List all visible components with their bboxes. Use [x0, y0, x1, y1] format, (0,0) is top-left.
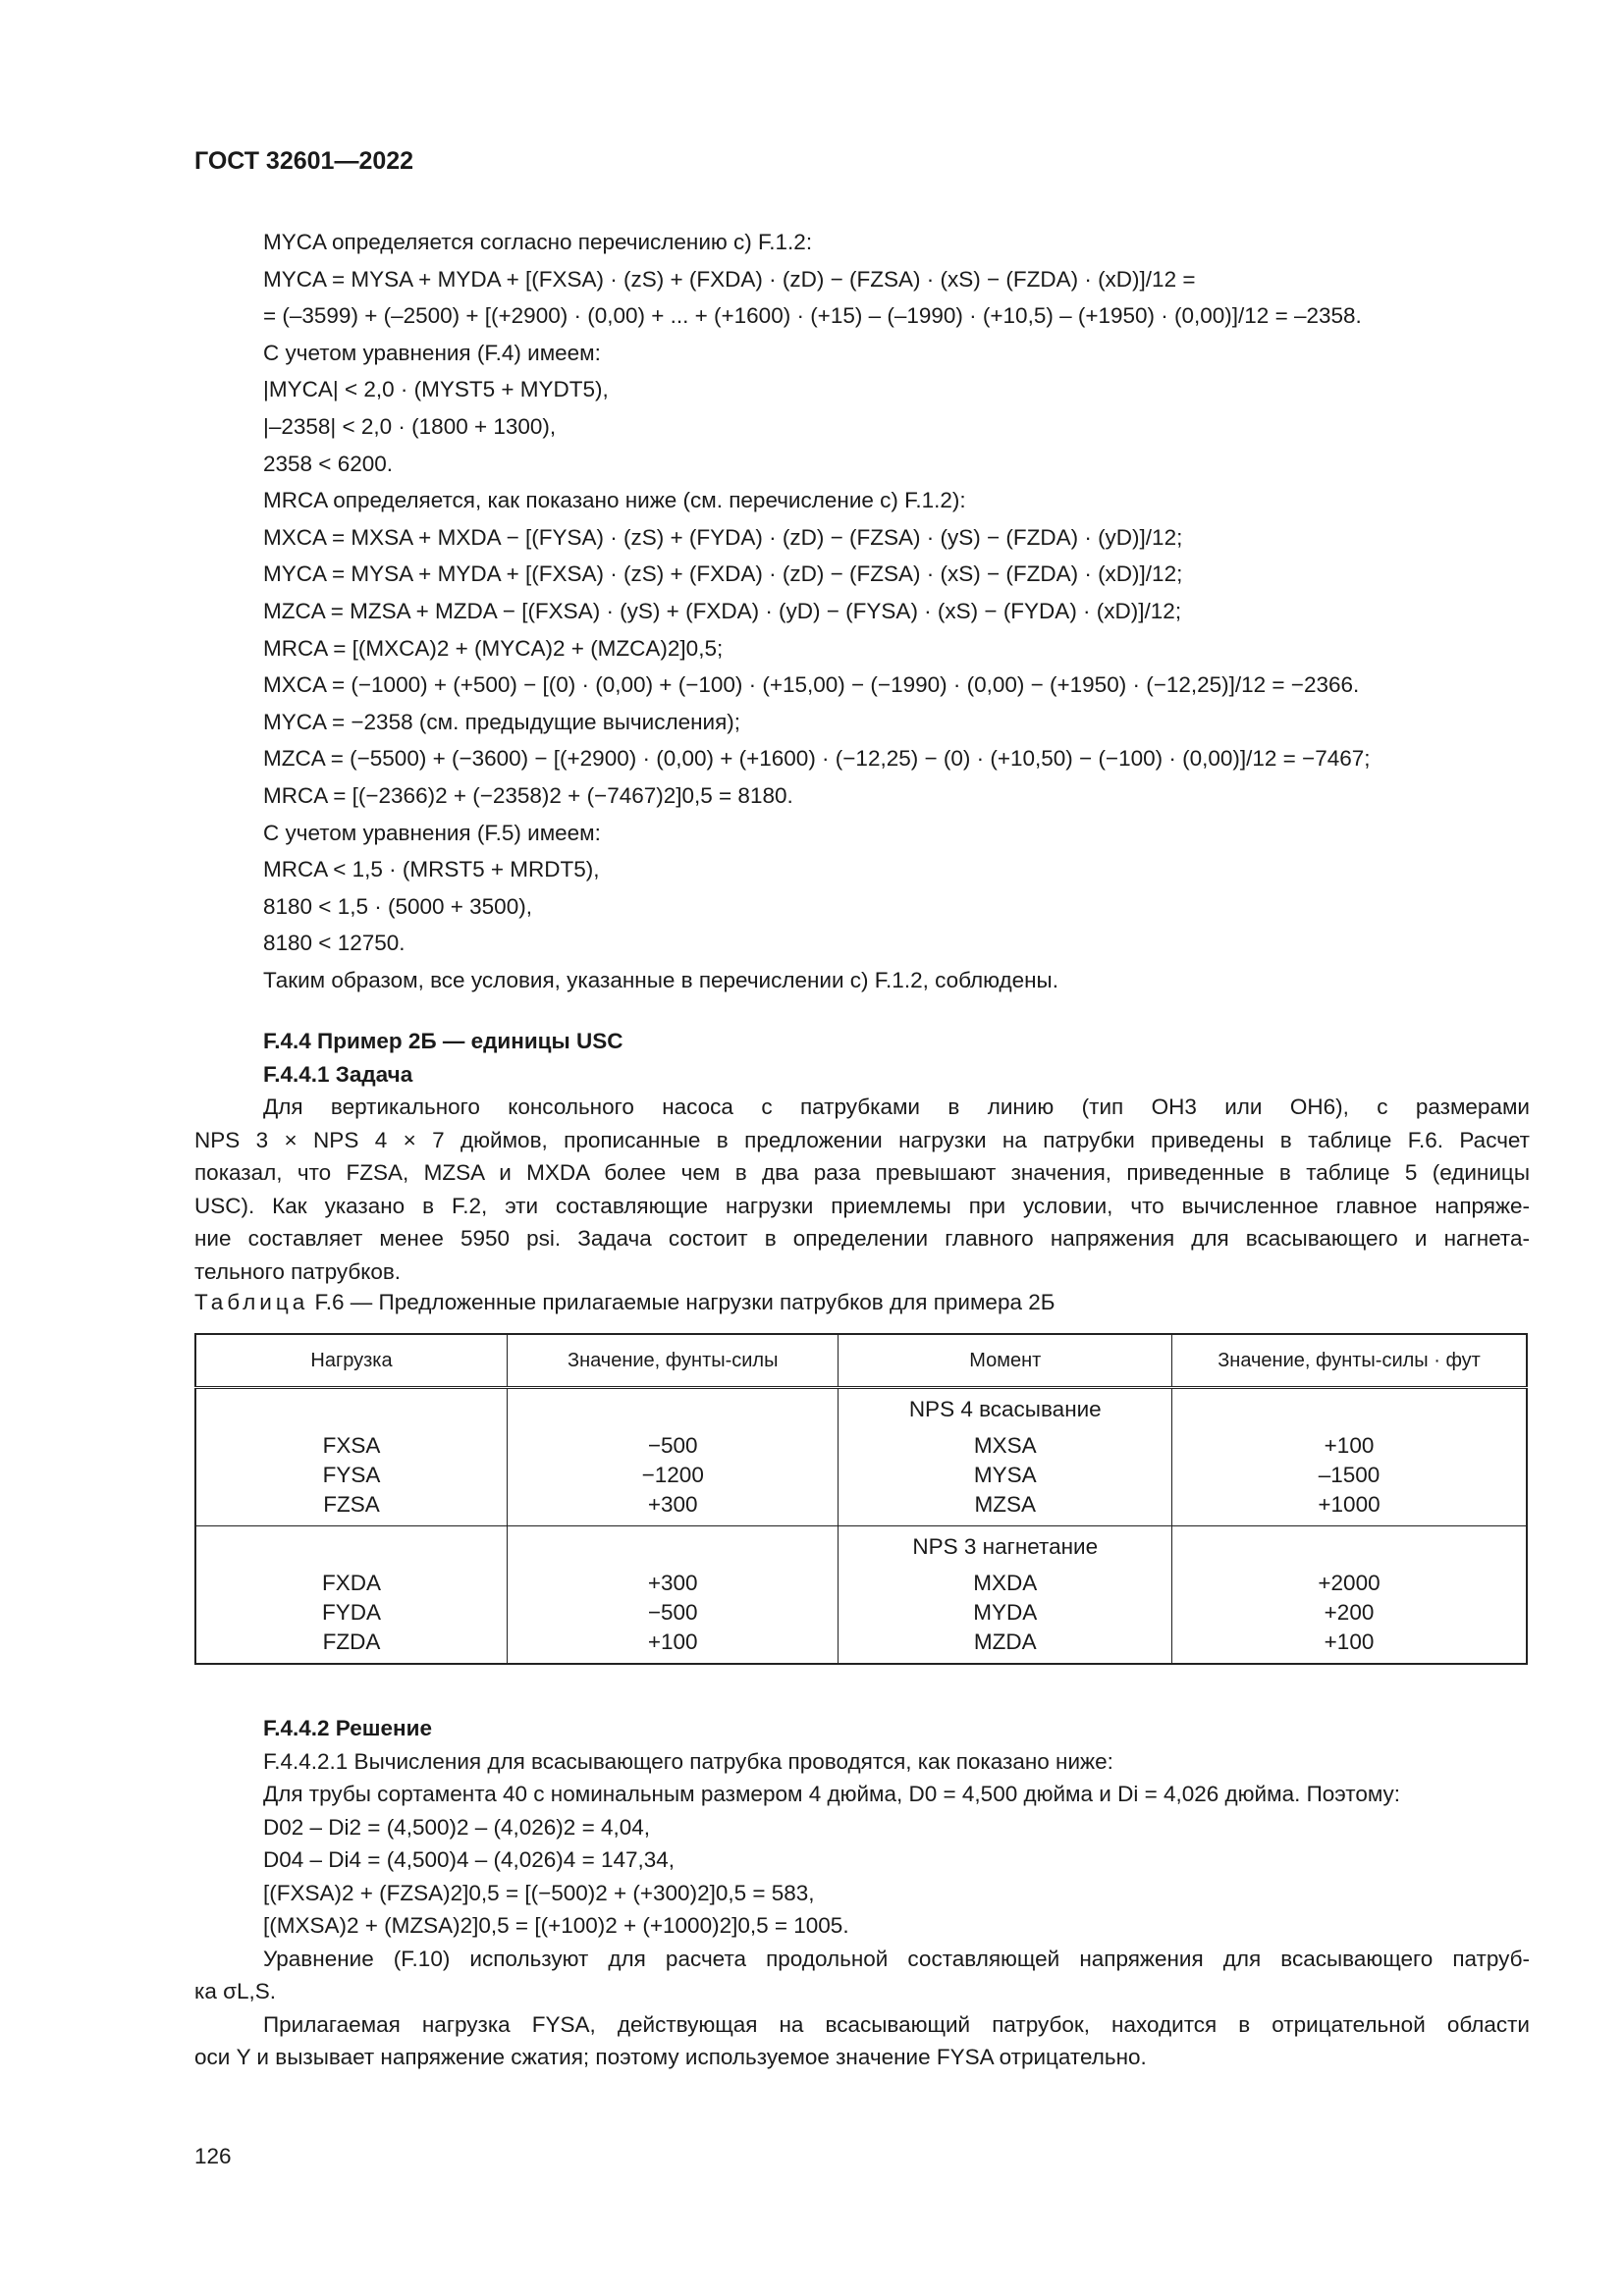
paragraph-line: USC). Как указано в F.2, эти составляющие нагрузки приемлемы при условии, что вычисленное главное напряже-: [194, 1193, 1530, 1218]
formula-line: MRCA = [(MXCA)2 + (MYCA)2 + (MZCA)2]0,5;: [263, 635, 724, 661]
section-heading: F.4.4 Пример 2Б — единицы USC: [263, 1029, 623, 1053]
formula-line: С учетом уравнения (F.5) имеем:: [263, 820, 601, 845]
moment-name: MZSA: [974, 1492, 1037, 1517]
load-value: +100: [647, 1629, 698, 1654]
table-caption: [194, 1290, 1056, 1315]
formula-line: MXCA = MXSA + MXDA − [(FYSA) · (zS) + (FYDA) · (zD) − (FZSA) · (yS) − (FZDA) · (yD)]/12;: [263, 524, 1183, 550]
subsection-heading: F.4.4.1 Задача: [263, 1061, 413, 1087]
column-header: Значение, фунты-силы: [508, 1334, 839, 1388]
paragraph-line: ка σL,S.: [194, 1979, 277, 2003]
paragraph-line: Уравнение (F.10) используют для расчета продольной составляющей напряжения для всасывающего патруб-: [263, 1946, 1530, 1971]
moment-name: MXSA: [973, 1433, 1037, 1458]
document-header: ГОСТ 32601—2022: [194, 147, 414, 175]
formula-line: MRCA = [(−2366)2 + (−2358)2 + (−7467)2]0,5 = 8180.: [263, 782, 793, 808]
formula-line: 8180 < 1,5 · (5000 + 3500),: [263, 893, 532, 919]
table-row: [195, 1568, 1527, 1664]
section-solution: [194, 1712, 1530, 2074]
paragraph-line: Для трубы сортамента 40 с номинальным размером 4 дюйма, D0 = 4,500 дюйма и Di = 4,026 дюйма. Поэтому:: [263, 1782, 1401, 1806]
formula-line: MZCA = (−5500) + (−3600) − [(+2900) · (0,00) + (+1600) · (−12,25) − (0) · (+10,50) − (−100) · (0,00)]/12 = −7467;: [263, 746, 1371, 772]
column-header: Значение, фунты-силы · фут: [1172, 1334, 1527, 1388]
paragraph-line: NPS 3 × NPS 4 × 7 дюймов, прописанные в предложении нагрузки на патрубки приведены в таблице F.6. Расчет: [194, 1127, 1530, 1152]
moment-value: +100: [1324, 1629, 1375, 1654]
formula-line: [(FXSA)2 + (FZSA)2]0,5 = [(−500)2 + (+300)2]0,5 = 583,: [263, 1880, 815, 1905]
load-value: −500: [647, 1433, 698, 1458]
load-name: FZSA: [323, 1492, 380, 1517]
load-name: FYDA: [321, 1600, 381, 1625]
load-value: −500: [647, 1600, 698, 1625]
formula-line: 2358 < 6200.: [263, 451, 394, 476]
formula-line: MRCA < 1,5 · (MRST5 + MRDT5),: [263, 857, 600, 882]
moment-values-cell: [1172, 1430, 1527, 1526]
moment-name: MYDA: [973, 1600, 1038, 1625]
table-caption-label: Таблица: [194, 1290, 309, 1314]
load-values-cell: [508, 1568, 839, 1664]
table-row: [195, 1430, 1527, 1526]
moment-value: +1000: [1318, 1492, 1380, 1517]
formula-line: Таким образом, все условия, указанные в перечислении с) F.1.2, соблюдены.: [263, 967, 1058, 992]
moment-name: MZDA: [973, 1629, 1037, 1654]
load-value: +300: [647, 1571, 698, 1595]
formula-line: 8180 < 12750.: [263, 931, 406, 956]
load-names-cell: [195, 1568, 508, 1664]
formula-line: D02 – Di2 = (4,500)2 – (4,026)2 = 4,04,: [263, 1814, 651, 1840]
moment-value: +200: [1324, 1600, 1375, 1625]
moment-values-cell: [1172, 1568, 1527, 1664]
moment-value: –1500: [1318, 1463, 1380, 1487]
load-values-cell: [508, 1430, 839, 1526]
formula-line: [(MXSA)2 + (MZSA)2]0,5 = [(+100)2 + (+1000)2]0,5 = 1005.: [263, 1913, 849, 1938]
column-header: Момент: [839, 1334, 1172, 1388]
column-header: Нагрузка: [195, 1334, 508, 1388]
paragraph-line: Прилагаемая нагрузка FYSA, действующая на всасывающий патрубок, находится в отрицательной области: [263, 2011, 1530, 2037]
paragraph-line: тельного патрубков.: [194, 1258, 402, 1284]
section-task: [194, 1025, 1530, 1288]
load-value: −1200: [641, 1463, 704, 1487]
formula-line: С учетом уравнения (F.4) имеем:: [263, 340, 601, 365]
loads-table: [194, 1333, 1528, 1665]
paragraph-line: F.4.4.2.1 Вычисления для всасывающего патрубка проводятся, как показано ниже:: [263, 1748, 1113, 1774]
formula-line: MRCA определяется, как показано ниже (см. перечисление с) F.1.2):: [263, 488, 966, 513]
paragraph-line: ние составляет менее 5950 psi. Задача состоит в определении главного напряжения для всасывающего и нагнета-: [194, 1226, 1530, 1251]
load-names-cell: [195, 1430, 508, 1526]
table-header-row: [195, 1334, 1527, 1388]
formula-line: D04 – Di4 = (4,500)4 – (4,026)4 = 147,34,: [263, 1847, 676, 1872]
formula-block: [263, 224, 1520, 998]
paragraph-line: оси Y и вызывает напряжение сжатия; поэтому используемое значение FYSA отрицательно.: [194, 2045, 1147, 2069]
subsection-heading: F.4.4.2 Решение: [263, 1716, 432, 1740]
group-title: NPS 4 всасывание: [839, 1388, 1172, 1431]
paragraph-line: показал, что FZSA, MZSA и MXDA более чем в два раза превышают значения, приведенные в таблице 5 (единицы: [194, 1160, 1530, 1185]
formula-line: |–2358| < 2,0 · (1800 + 1300),: [263, 413, 557, 439]
load-name: FXDA: [321, 1571, 381, 1595]
formula-line: = (–3599) + (–2500) + [(+2900) · (0,00) + ... + (+1600) · (+15) – (–1990) · (+10,5) – (+1950) · (0,00)]/12 = –2358.: [263, 303, 1362, 329]
moment-value: +2000: [1318, 1571, 1380, 1595]
table-group-title-row: [195, 1526, 1527, 1569]
formula-line: |MYCA| < 2,0 · (MYST5 + MYDT5),: [263, 377, 609, 402]
table-group-title-row: [195, 1388, 1527, 1431]
moment-names-cell: [839, 1430, 1172, 1526]
formula-line: MYCA = −2358 (см. предыдущие вычисления);: [263, 709, 741, 734]
formula-line: MZCA = MZSA + MZDA − [(FXSA) · (yS) + (FXDA) · (yD) − (FYSA) · (xS) − (FYDA) · (xD)]/12;: [263, 598, 1182, 623]
formula-line: MYCA = MYSA + MYDA + [(FXSA) · (zS) + (FXDA) · (zD) − (FZSA) · (xS) − (FZDA) · (xD)]/12 =: [263, 266, 1196, 292]
moment-name: MXDA: [973, 1571, 1038, 1595]
load-name: FXSA: [322, 1433, 381, 1458]
moment-value: +100: [1324, 1433, 1375, 1458]
page-number: 126: [194, 2144, 232, 2168]
group-title: NPS 3 нагнетание: [839, 1526, 1172, 1569]
table-caption-text: F.6 — Предложенные прилагаемые нагрузки патрубков для примера 2Б: [314, 1290, 1056, 1314]
moment-names-cell: [839, 1568, 1172, 1664]
moment-name: MYSA: [973, 1463, 1037, 1487]
load-name: FYSA: [322, 1463, 381, 1487]
load-value: +300: [647, 1492, 698, 1517]
paragraph-line: Для вертикального консольного насоса с патрубками в линию (тип ОН3 или ОН6), с размерами: [263, 1095, 1530, 1119]
formula-line: MYCA = MYSA + MYDA + [(FXSA) · (zS) + (FXDA) · (zD) − (FZSA) · (xS) − (FZDA) · (xD)]/12;: [263, 561, 1183, 587]
formula-line: MYCA определяется согласно перечислению с) F.1.2:: [263, 230, 813, 254]
formula-line: MXCA = (−1000) + (+500) − [(0) · (0,00) + (−100) · (+15,00) − (−1990) · (0,00) − (+1950) · (−12,25)]/12 = −2366.: [263, 672, 1360, 698]
load-name: FZDA: [322, 1629, 381, 1654]
